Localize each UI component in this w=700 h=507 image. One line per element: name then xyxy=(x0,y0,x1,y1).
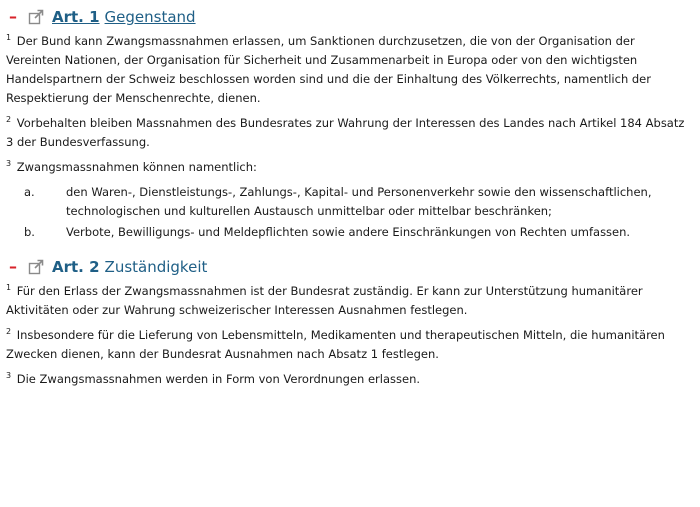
paragraph-1 xyxy=(6,282,692,320)
article-number: Art. 1 xyxy=(52,8,100,26)
paragraph-text: Insbesondere für die Lieferung von Lebensmitteln, Medikamenten und therapeutischen Mitteln, die humanitären Zwecken dienen, kann der Bundesrat Ausnahmen nach Absatz 1 festlegen. xyxy=(6,328,665,361)
paragraph-2 xyxy=(6,326,692,364)
paragraph-text: Zwangsmassnahmen können namentlich: xyxy=(16,160,257,174)
paragraph-number: 1 xyxy=(6,283,12,293)
external-link-icon[interactable] xyxy=(28,259,44,275)
collapse-toggle-icon[interactable]: – xyxy=(9,257,17,276)
paragraph-number: 2 xyxy=(6,327,12,337)
list-label: b. xyxy=(24,225,35,239)
article-2-heading xyxy=(6,256,692,278)
list-label: a. xyxy=(24,185,35,199)
article-2-link[interactable] xyxy=(52,256,100,278)
paragraph-text: Die Zwangsmassnahmen werden in Form von Verordnungen erlassen. xyxy=(16,372,421,386)
paragraph-3 xyxy=(6,158,692,177)
article-title: Zuständigkeit xyxy=(104,258,208,276)
list-text: den Waren-, Dienstleistungs-, Zahlungs-, Kapital- und Personenverkehr sowie den wissenschaftlichen, technologischen und kulturellen Austausch unmittelbar oder mittelbar beschränken; xyxy=(66,185,652,218)
article-title: Gegenstand xyxy=(104,8,196,26)
paragraph-3 xyxy=(6,370,692,389)
article-number: Art. 2 xyxy=(52,258,100,276)
article-2 xyxy=(6,256,692,389)
paragraph-number: 3 xyxy=(6,371,12,381)
paragraph-2 xyxy=(6,114,692,152)
article-1-link[interactable] xyxy=(52,6,100,28)
list-item-a xyxy=(6,183,692,221)
article-1-heading xyxy=(6,6,692,28)
paragraph-number: 1 xyxy=(6,33,12,43)
external-link-icon[interactable] xyxy=(28,9,44,25)
paragraph-number: 3 xyxy=(6,159,12,169)
collapse-toggle-icon[interactable]: – xyxy=(9,7,17,26)
paragraph-text: Der Bund kann Zwangsmassnahmen erlassen, um Sanktionen durchzusetzen, die von der Organisation der Vereinten Nationen, der Organisation für Sicherheit und Zusammenarbeit in Europa oder von den wichtigsten Handelspartnern der Schweiz beschlossen worden sind und die der Einhaltung des Völkerrechts, namentlich der Respektierung der Menschenrechte, dienen. xyxy=(6,34,651,105)
list-text: Verbote, Bewilligungs- und Meldepflichten sowie andere Einschränkungen von Rechten umfassen. xyxy=(66,225,631,239)
enumeration-list xyxy=(6,183,692,242)
paragraph-number: 2 xyxy=(6,115,12,125)
paragraph-1 xyxy=(6,32,692,108)
paragraph-text: Für den Erlass der Zwangsmassnahmen ist der Bundesrat zuständig. Er kann zur Unterstützung humanitärer Aktivitäten oder zur Wahrung schweizerischer Interessen Ausnahmen festlegen. xyxy=(6,284,643,317)
article-1 xyxy=(6,6,692,242)
paragraph-text: Vorbehalten bleiben Massnahmen des Bundesrates zur Wahrung der Interessen des Landes nach Artikel 184 Absatz 3 der Bundesverfassung. xyxy=(6,116,685,149)
list-item-b xyxy=(6,223,692,242)
